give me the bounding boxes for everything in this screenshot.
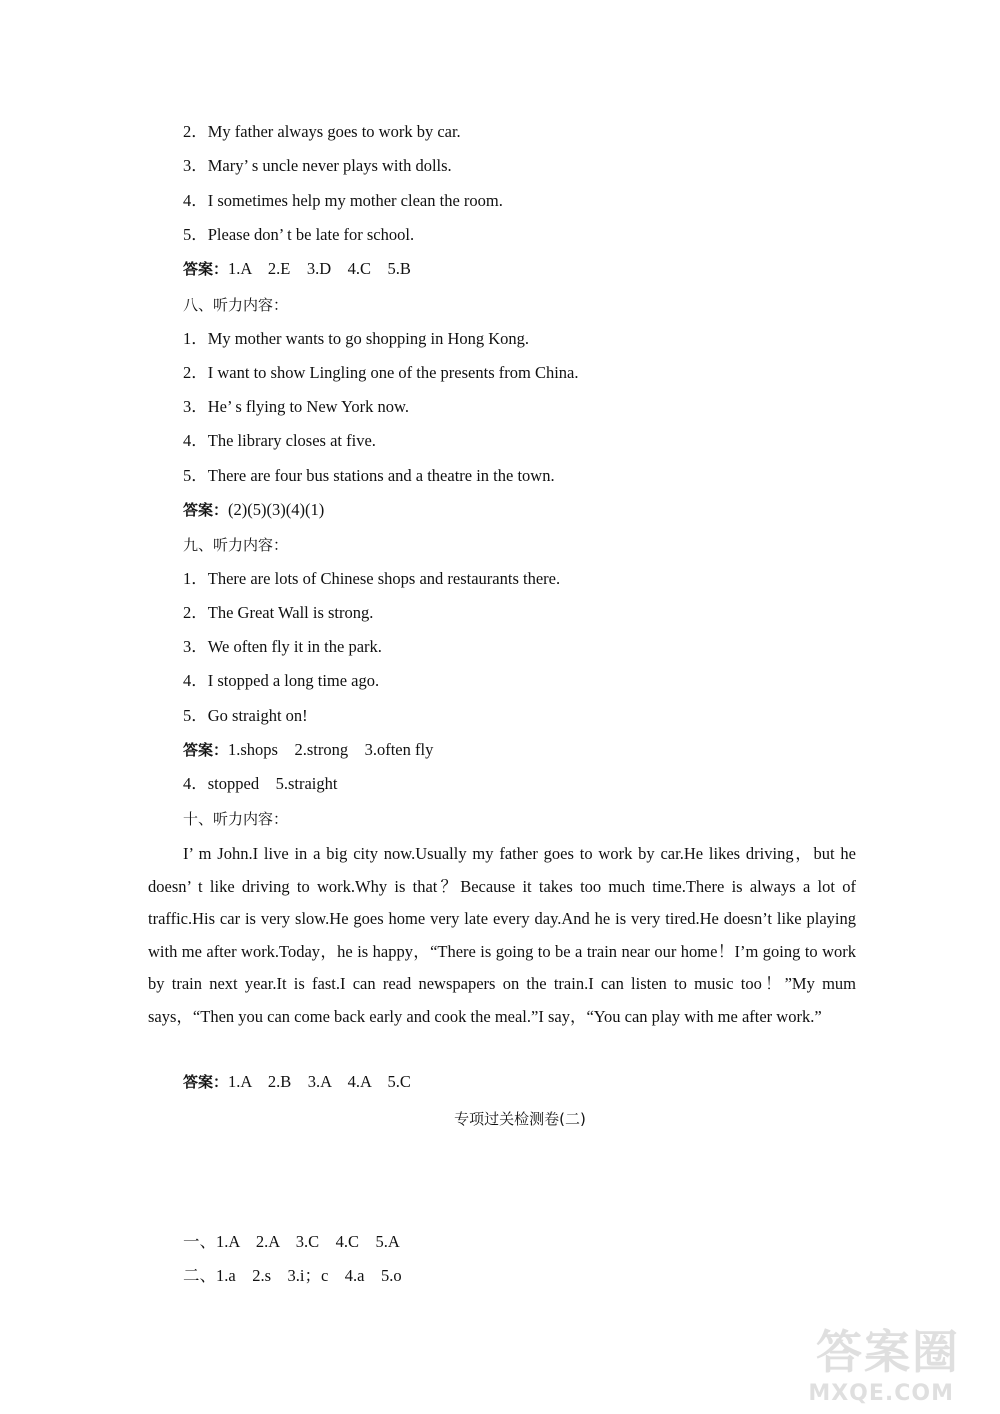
section-title: 专项过关检测卷(二) (454, 1110, 586, 1128)
watermark-text: 答案圈 (816, 1325, 960, 1379)
section9-line-2: 2．The Great Wall is strong. (183, 603, 374, 622)
section9-heading: 九、听力内容： (183, 536, 289, 554)
part2-line-1: 一、1.A 2.A 3.C 4.C 5.A (183, 1232, 400, 1251)
answer-label: 答案： (183, 741, 229, 759)
section9-line-4: 4．I stopped a long time ago. (183, 671, 380, 690)
section10-heading: 十、听力内容： (183, 810, 289, 828)
section7-line-5: 5．Please don’ t be late for school. (183, 225, 415, 244)
section9-line-3: 3．We often fly it in the park. (183, 637, 382, 656)
section8-heading: 八、听力内容： (183, 296, 289, 314)
section8-line-5: 5．There are four bus stations and a theatre in the town. (183, 466, 555, 485)
section10-passage (148, 838, 856, 1034)
section7-answer (183, 258, 411, 280)
section7-line-4: 4．I sometimes help my mother clean the room. (183, 191, 503, 210)
section7-line-2: 2．My father always goes to work by car. (183, 122, 461, 141)
section7-line-3: 3．Mary’ s uncle never plays with dolls. (183, 156, 452, 175)
passage-text: I’ m John.I live in a big city now.Usually my father goes to work by car.He likes driving，but he doesn’ t like driving to work.Why is that？Because it takes too much time.There is always a lot of traffic.His car is very slow.He goes home very late every day.And he is very tired.He doesn’t like playing with me after work.Today，he is happy，“There is going to be a train near our home！I’m going to work by train next year.It is fast.I can read newspapers on the train.I can listen to music too！”My mum says，“Then you can come back early and cook the meal.”I say，“You can play with me after work.” (148, 844, 856, 1026)
answer-text: (2)(5)(3)(4)(1) (228, 500, 325, 519)
answer-text: 1.shops 2.strong 3.often fly (228, 740, 434, 759)
section9-answer-cont: 4．stopped 5.straight (183, 774, 338, 793)
answer-text: 1.A 2.B 3.A 4.A 5.C (228, 1072, 411, 1091)
part2-line-2: 二、1.a 2.s 3.i；c 4.a 5.o (183, 1266, 402, 1285)
section8-line-3: 3．He’ s flying to New York now. (183, 397, 409, 416)
watermark-url: MXQE.COM (808, 1381, 954, 1406)
section9-line-5: 5．Go straight on! (183, 706, 308, 725)
answer-label: 答案： (183, 1073, 229, 1091)
answer-label: 答案： (183, 501, 229, 519)
section8-line-2: 2．I want to show Lingling one of the presents from China. (183, 363, 579, 382)
answer-label: 答案： (183, 260, 229, 278)
answer-text: 1.A 2.E 3.D 4.C 5.B (228, 259, 411, 278)
section9-answer (183, 739, 433, 761)
section9-line-1: 1．There are lots of Chinese shops and restaurants there. (183, 569, 561, 588)
watermark-logo (800, 1316, 960, 1406)
section10-answer (183, 1071, 411, 1093)
section8-answer (183, 499, 324, 521)
section8-line-1: 1．My mother wants to go shopping in Hong Kong. (183, 329, 530, 348)
section8-line-4: 4．The library closes at five. (183, 431, 376, 450)
